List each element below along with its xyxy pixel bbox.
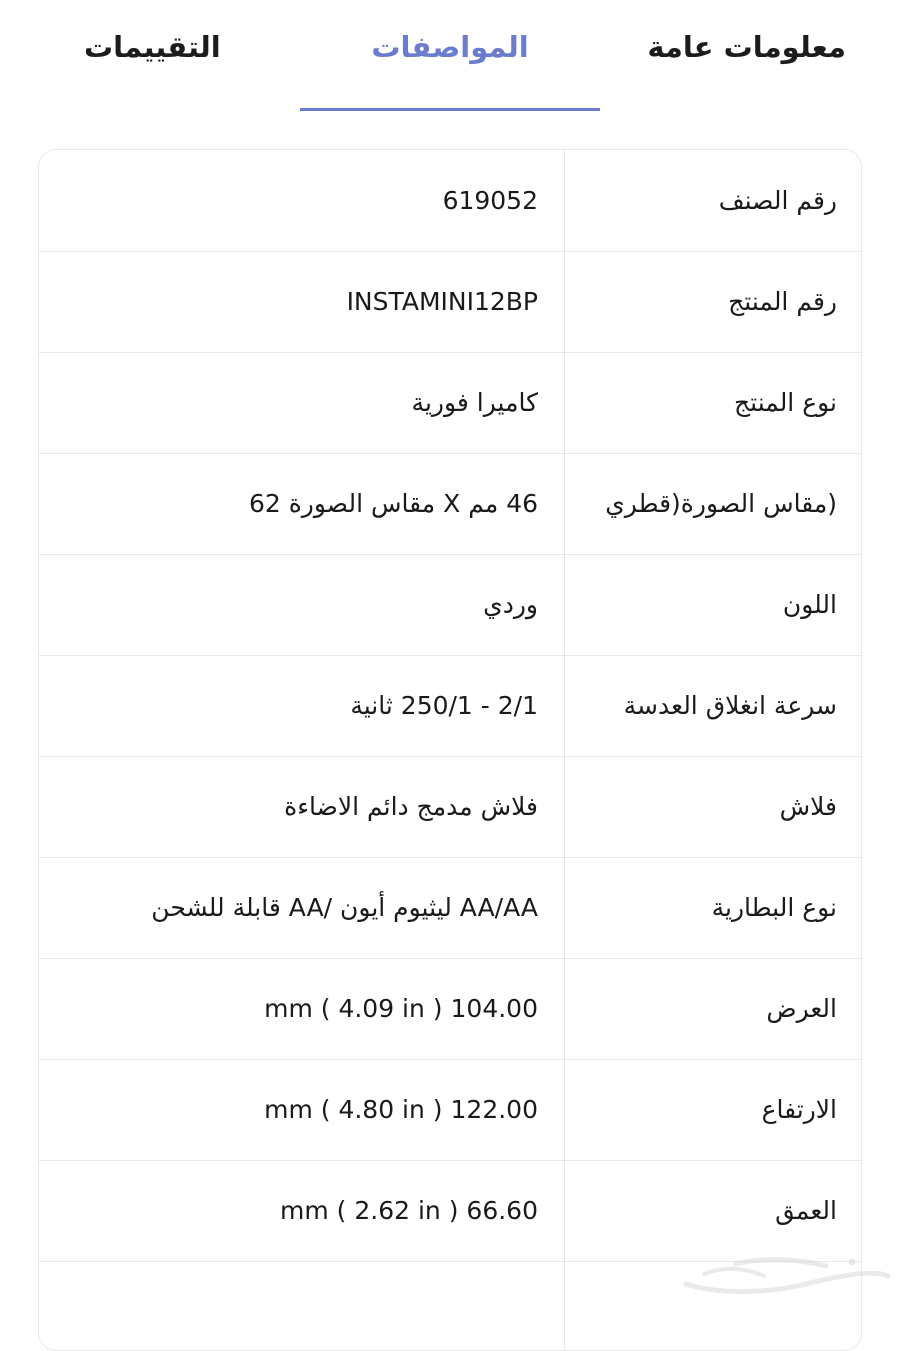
column-divider: [564, 352, 565, 454]
spec-label: فلاش: [779, 792, 837, 821]
spec-value: وردي: [483, 590, 538, 619]
tab-reviews[interactable]: التقييمات: [84, 30, 221, 64]
tab-specifications[interactable]: المواصفات: [371, 30, 529, 64]
spec-row-battery-type: [39, 857, 861, 959]
spec-label: سرعة انغلاق العدسة: [623, 691, 837, 720]
spec-value: 46 مم X مقاس الصورة 62: [248, 489, 538, 518]
column-divider: [564, 756, 565, 858]
spec-value: 2/1 - 250/1 ثانية: [350, 691, 538, 720]
spec-value: كاميرا فورية: [411, 388, 538, 417]
active-tab-indicator: [300, 108, 600, 111]
column-divider: [564, 453, 565, 555]
column-divider: [564, 857, 565, 959]
column-divider: [564, 958, 565, 1060]
spec-row-item-number: [39, 150, 861, 252]
spec-label: (مقاس الصورة(قطري: [605, 489, 837, 518]
spec-row-color: [39, 554, 861, 656]
spec-row-image-size: [39, 453, 861, 555]
spec-value: فلاش مدمج دائم الاضاءة: [284, 792, 538, 821]
spec-row-width: [39, 958, 861, 1060]
tab-bar: [0, 0, 900, 112]
column-divider: [564, 150, 565, 252]
tab-general-info[interactable]: معلومات عامة: [647, 30, 846, 64]
spec-label: رقم المنتج: [728, 287, 837, 316]
column-divider: [564, 1059, 565, 1161]
spec-label: الارتفاع: [761, 1095, 837, 1124]
spec-row-depth: [39, 1160, 861, 1262]
column-divider: [564, 1160, 565, 1262]
haraj-logo-watermark: [676, 1250, 894, 1298]
specifications-table: [38, 149, 862, 1351]
spec-label: رقم الصنف: [718, 186, 837, 215]
spec-value: AA/AA ليثيوم أيون /AA قابلة للشحن: [151, 893, 538, 922]
spec-label: العمق: [775, 1196, 837, 1225]
column-divider: [564, 655, 565, 757]
spec-value: 66.60 mm ( 2.62 in ): [280, 1196, 538, 1225]
spec-label: نوع البطارية: [711, 893, 837, 922]
spec-label: العرض: [766, 994, 837, 1023]
spec-row-product-type: [39, 352, 861, 454]
column-divider: [564, 251, 565, 353]
spec-label: نوع المنتج: [734, 388, 837, 417]
spec-value: 619052: [442, 186, 538, 215]
column-divider: [564, 1261, 565, 1351]
column-divider: [564, 554, 565, 656]
spec-value: INSTAMINI12BP: [346, 287, 538, 316]
spec-label: اللون: [782, 590, 837, 619]
spec-row-product-number: [39, 251, 861, 353]
spec-row-shutter-speed: [39, 655, 861, 757]
spec-row-flash: [39, 756, 861, 858]
spec-row-height: [39, 1059, 861, 1161]
spec-value: 122.00 mm ( 4.80 in ): [264, 1095, 538, 1124]
spec-value: 104.00 mm ( 4.09 in ): [264, 994, 538, 1023]
